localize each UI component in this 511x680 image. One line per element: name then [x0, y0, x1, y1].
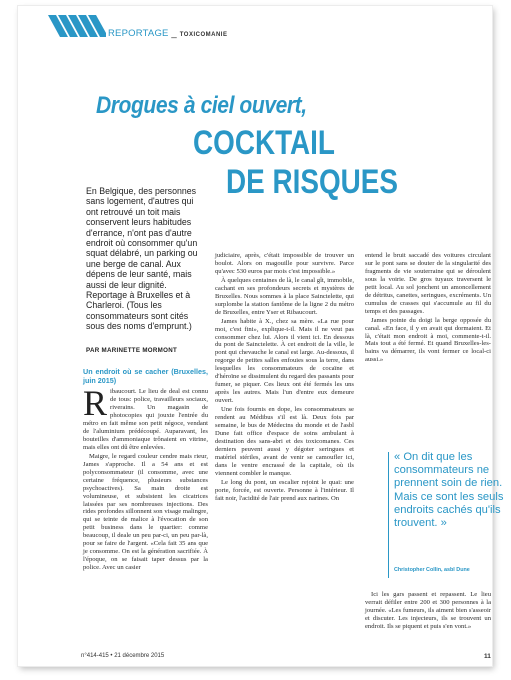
- paragraph: entend le bruit saccadé des voitures circulant sur le pont sans se douter de la singularité des fragments de vie souterraine qui se déroulent sous la voirie. De gros tuyaux traversent le petit local. Au sol jonchent un amoncellement de détritus, canettes, seringues, excréments. Un cumulus de crasses qui s'accumule au fil du temps et des passages.: [365, 252, 491, 315]
- paragraph: Une fois fournis en dope, les consommateurs se rendent au Médibus s'il est là. Deux fois par semaine, le bus de Médecins du monde et de l'asbl Dune fait office d'espace de soins ambulant à destination des sans-abri et des toxicomanes. Ces derniers peuvent aussi y dégoter seringues et matériel stériles, avant de venir se camoufler ici, dans le ventre encrassé de la capitale, où ils viennent combler le manque.: [215, 406, 354, 477]
- page-number: 11: [484, 653, 491, 660]
- paragraph: James habite à X., chez sa mère. «La rue pour moi, c'est fini», explique-t-il. Mais il ne veut pas consommer chez lui. Alors il vient ici. En dessous du pont de Sainctelette. À cet endroit de la ville, le pont qui chevauche le canal est large. Au-dessous, il regorge de petites salles enfouies sous la terre, dans lesquelles les consommateurs de cocaïne et d'héroïne se dissimulent du regard des passants pour fumer, se piquer. Ces lieux ont été fermés les uns après les autres. Mais l'un d'entre eux demeure ouvert.: [215, 317, 354, 405]
- section-separator: _: [171, 28, 177, 39]
- drop-cap: R: [83, 383, 108, 424]
- headline-line-1: Drogues à ciel ouvert,: [96, 92, 307, 119]
- headline-line-2: COCKTAIL: [193, 124, 335, 162]
- pullquote-attribution: Christopher Collin, asbl Dune: [394, 567, 470, 573]
- paragraph: judiciaire, après, c'était impossible de trouver un boulot. Alors on magouille pour survivre. Parce qu'avec 530 euros par mois c'est impossible.»: [215, 252, 354, 275]
- magazine-page: [18, 6, 504, 666]
- paragraph: Maigre, le regard couleur cendre mais rieur, James s'approche. Il a 54 ans et est polyconsommateur (il consomme, avec une certaine fréquence, plusieurs substances psychoactives). Sa main droite est volumineuse, et subsistent les cicatrices laissées par ses nombreuses injections. Des rides profondes sillonnent son visage malingre, qui se teinte de malice à l'évocation de son petit business dans le quartier: comme beaucoup, il deale un peu par-ci, un peu par-là, pour se faire de l'argent. «Cela fait 35 ans que je consomme. On est la génération sacrifiée. À l'époque, on se faisait taper dessus par la police. Avec un casier: [83, 452, 208, 572]
- paragraph: Ici les gars passent et repassent. Le lieu verrait défiler entre 200 et 300 personnes à la journée. «Les fumeurs, ils aiment bien s'asseoir et discuter. Les injecteurs, ils se trouvent un endroit. Ils se piquent et puis s'en vont.»: [365, 591, 491, 630]
- paragraph: [83, 383, 208, 452]
- section-stripes-logo: [48, 15, 106, 37]
- text-column-1: [83, 368, 208, 573]
- paragraph: À quelques centaines de là, le canal gît, immobile, cachant en ses profondeurs secrets et mystères de Bruxelles. Nous sommes à la place Sainctelette, qui surplombe la station fantôme de la ligne 2 du métro de Bruxelles, entre Yser et Ribaucourt.: [215, 276, 354, 316]
- paragraph-text: ibaucourt. Le lieu de deal est connu de tous: police, travailleurs sociaux, riverains. Un magasin de photocopies qui jouxte l'entrée du métro en fait même son petit négoce, vendant de l'aluminium prédécoupé. Auparavant, les bouteilles d'ammoniaque trônaient en vitrine, mais elles ont dû être enlevées.: [83, 388, 208, 451]
- paragraph: James pointe du doigt la berge opposée du canal. «En face, il y en avait qui dormaient. Et là, c'était mon endroit à moi, commente-t-il. Mais tout a été fermé. Et quand Bruxelles-les-bains va démarrer, ils vont fermer ce local-ci aussi.»: [365, 316, 491, 364]
- issue-info: n°414-415 • 21 décembre 2015: [81, 653, 165, 659]
- section-rubric: [108, 28, 227, 39]
- text-column-3: [365, 252, 491, 365]
- text-column-2: [215, 252, 354, 504]
- article-intro: En Belgique, des personnes sans logement, d'autres qui ont retrouvé un toit mais conservent leurs habitudes d'errance, n'ont pas d'autre endroit où consommer qu'un squat délabré, un parking ou une berge de canal. Aux dépens de leur santé, mais aussi de leur dignité. Reportage à Bruxelles et à Charleroi. (Tous les consommateurs sont cités sous des noms d'emprunt.): [86, 186, 198, 332]
- section-subhead: Un endroit où se cacher (Bruxelles, juin 2015): [83, 367, 208, 385]
- paragraph: Le long du pont, un escalier rejoint le quai: une porte, forcée, est ouverte. Personne à l'intérieur. Il fait noir, l'acidité de l'air prend aux narines. On: [215, 478, 354, 502]
- headline-line-3: DE RISQUES: [226, 163, 398, 201]
- pullquote: « On dit que les consommateurs ne prennent soin de rien. Mais ce sont les seuls endroits cachés qu'ils trouvent. »: [394, 451, 504, 530]
- pullquote-rule: [388, 452, 389, 578]
- text-column-3-continued: [365, 591, 491, 632]
- subsection-label: TOXICOMANIE: [179, 32, 228, 38]
- section-label: REPORTAGE: [108, 28, 169, 39]
- article-byline: PAR MARINETTE MORMONT: [86, 347, 178, 354]
